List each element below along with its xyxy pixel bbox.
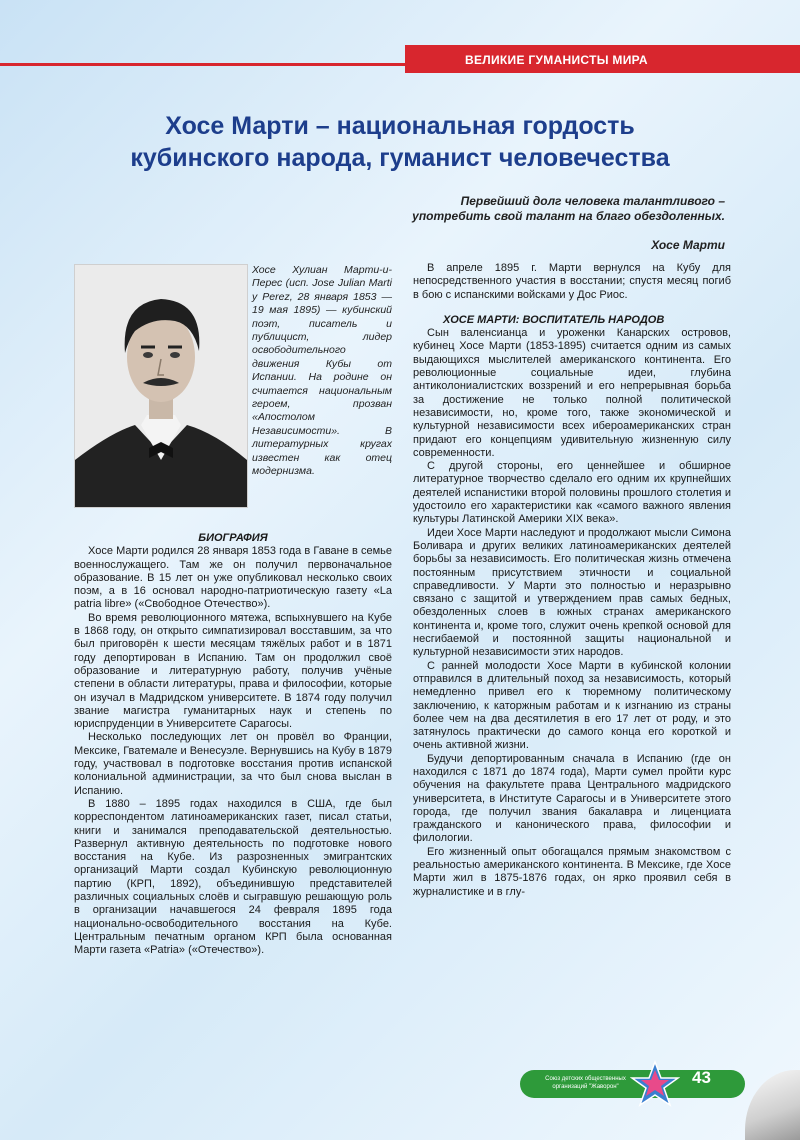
epigraph-line-1: Первейший долг человека талантливого –: [460, 194, 725, 208]
epigraph-line-2: употребить свой талант на благо обездоленных.: [412, 209, 725, 223]
article-paragraph: С другой стороны, его ценнейшее и обширное литературное творчество сделало его одним их крупнейших деятелей испанистики второй половины прошлого столетия и удостоило его характеристики как «самого важного явления культуры Латинской Америки XIX века».: [413, 460, 731, 526]
left-column: [74, 530, 392, 958]
page-curl: [745, 1070, 800, 1140]
footer-organization: Союз детских общественных организаций "Жаворон": [545, 1076, 626, 1090]
biography-paragraph: Хосе Марти родился 28 января 1853 года в Гаване в семье военнослужащего. Там же он получил первоначальное образование. В 15 лет он уже опубликовал несколько своих поэм, а в 16 основал народно-патриотическую газету «La patria libre» («Свободное Отечество»).: [74, 545, 392, 611]
article-paragraph: Его жизненный опыт обогащался прямым знакомством с реальностью американского континента. В Мексике, где Хосе Марти жил в 1875-1876 годах, он ярко проявил себя в журналистике и в глу-: [413, 845, 731, 898]
biography-paragraph: Несколько последующих лет он провёл во Франции, Мексике, Гватемале и Венесуэле. Вернувшись на Кубу в 1879 году, участвовал в подготовке восстания против испанской колониальной администрации, за что был снова выслан в Испанию.: [74, 731, 392, 797]
intro-paragraph: В апреле 1895 г. Марти вернулся на Кубу для непосредственного участия в восстании; спустя месяц погиб в бою с испанскими войсками у Дос Риос.: [413, 262, 731, 301]
epigraph: [380, 194, 725, 224]
right-column: [413, 262, 731, 899]
title-line-1: Хосе Марти – национальная гордость: [165, 112, 635, 140]
star-logo-icon: [630, 1060, 680, 1110]
article-paragraph: Идеи Хосе Марти наследуют и продолжают мысли Симона Боливара и других великих латиноамериканских деятелей борьбы за независимость. Его политическая жизнь отмечена постоянным присутствием этичности и социальной справедливости. У Марти это полностью и неразрывно связано с защитой и утверждением прав самых бедных, обездоленных слоев в южных странах американского континента и, кроме того, служит очень крепкой основой для несгибаемой и постоянной защиты национальной и культурной независимости этих народов.: [413, 526, 731, 659]
article-paragraph: С ранней молодости Хосе Марти в кубинской колонии отправился в длительный поход за независимость, который немедленно привел его к тюремному политическому заключению, к каторжным работам и к изгнанию из страны более чем на два десятилетия в его 17 лет от роду, и это затянулось практически до самого конца его короткой и очень активной жизни.: [413, 659, 731, 752]
epigraph-author: Хосе Марти: [651, 238, 725, 252]
page-number: 43: [692, 1068, 711, 1087]
header-rule: [0, 63, 410, 66]
section-banner: ВЕЛИКИЕ ГУМАНИСТЫ МИРА: [405, 45, 800, 73]
educator-heading: ХОСЕ МАРТИ: ВОСПИТАТЕЛЬ НАРОДОВ: [443, 313, 665, 326]
article-paragraph: Будучи депортированным сначала в Испанию (где он находился с 1871 до 1874 года), Марти сумел пройти курс обучения на факультете права Центрального мадридского университета, в Институте Сарагосы и в Университете этого города, где получил звания бакалавра и лиценциата гражданского и канонического права, философии и филологии.: [413, 752, 731, 845]
portrait-illustration: [75, 265, 247, 507]
title-line-2: кубинского народа, гуманист человечества: [130, 144, 670, 172]
article-title: [100, 110, 700, 174]
biography-heading: БИОГРАФИЯ: [198, 532, 268, 544]
biography-paragraph: В 1880 – 1895 годах находился в США, где был корреспондентом латиноамериканских газет, писал статьи, книги и занимался преподавательской деятельностью. Развернул активную деятельность по подготовке нового восстания на Кубе. Из разрозненных эмигрантских организаций Марти создал Кубинскую революционную партию (КРП, 1892), объединившую представителей различных социальных слоёв и сыгравшую решающую роль в организации начавшегося 24 февраля 1895 года национально-освободительного восстания на Кубе. Центральным печатным органом КРП была основанная Марти газета «Patria» («Отечество»).: [74, 797, 392, 957]
article-paragraph: Сын валенсианца и уроженки Канарских островов, кубинец Хосе Марти (1853-1895) считается одним из самых выдающихся мыслителей американского континента. Его революционные социальные идеи, глубина антиколониалистских воззрений и его непрерывная борьба за достижение не только полной политической независимости, но, кроме того, также экономической и культурной независимости всех ибероамериканских стран придают его концепциям удивительную жизненную силу современности.: [413, 327, 731, 459]
portrait-photo: [74, 264, 248, 508]
biography-paragraph: Во время революционного мятежа, вспыхнувшего на Кубе в 1868 году, он открыто симпатизировал восставшим, за что был приговорён к шести месяцам тяжёлых работ и в 1871 году депортирован в Испанию. Там он продолжил своё образование и литературную работу, получив учёные степени в области литературы, права и философии, которые он изучал в Мадридском университете. В 1874 году получил звание магистра гуманитарных наук и степень по юриспруденции в Университете Сарагосы.: [74, 611, 392, 731]
portrait-caption: Хосе Хулиан Марти-и-Перес (исп. Jose Julian Marti y Perez, 28 января 1853 — 19 мая 1895) — кубинский поэт, писатель и публицист, лидер освободительного движения Кубы от Испании. На родине он считается национальным героем, прозван «Апостолом Независимости». В литературных кругах известен как отец модернизма.: [252, 264, 392, 478]
